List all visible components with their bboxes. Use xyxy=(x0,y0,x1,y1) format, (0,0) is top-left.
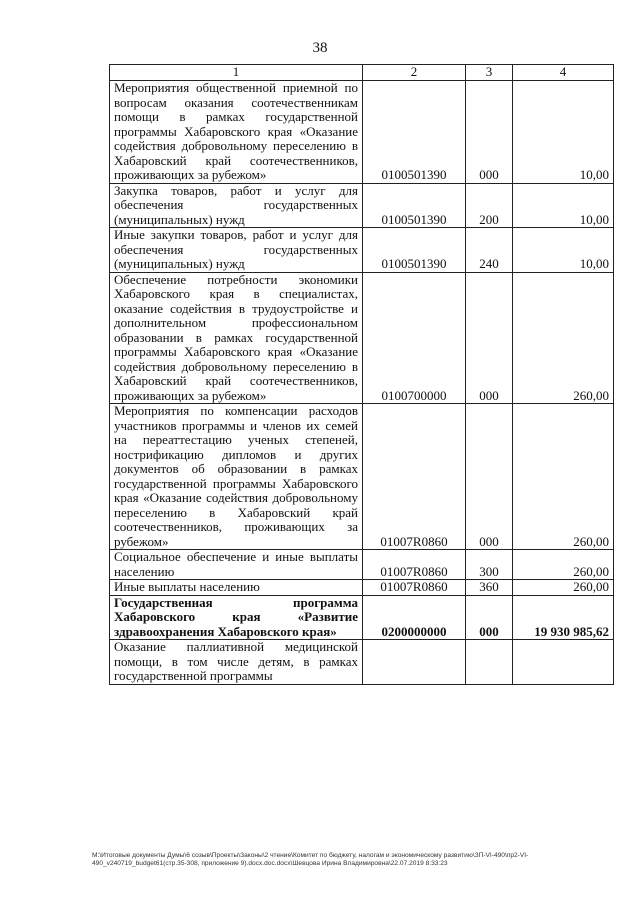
row-type-cell: 300 xyxy=(466,550,513,580)
row-type-cell: 200 xyxy=(466,183,513,228)
row-code-cell xyxy=(363,640,466,685)
row-type-cell: 240 xyxy=(466,228,513,273)
row-amount-cell: 260,00 xyxy=(513,272,614,404)
row-name-cell: Социальное обеспечение и иные выплаты населению xyxy=(110,550,363,580)
table-row xyxy=(110,183,614,228)
table-row xyxy=(110,81,614,184)
row-name-cell: Обеспечение потребности экономики Хабаровского края в специалистах, оказание содействия в трудоустройстве и дополнительном профессиональном образовании в рамках государственной программы Хабаровского края «Оказание содействия добровольному переселению в Хабаровский край соотечественников, проживающих за рубежом» xyxy=(110,272,363,404)
row-name-cell: Иные закупки товаров, работ и услуг для обеспечения государственных (муниципальных) нужд xyxy=(110,228,363,273)
row-type-cell: 360 xyxy=(466,580,513,596)
row-type-cell: 000 xyxy=(466,81,513,184)
table-header-row xyxy=(110,65,614,81)
budget-table xyxy=(109,64,614,685)
row-amount-cell: 19 930 985,62 xyxy=(513,595,614,640)
row-code-cell: 01007R0860 xyxy=(363,580,466,596)
row-name-cell: Оказание паллиативной медицинской помощи, в том числе детям, в рамках государственной программы xyxy=(110,640,363,685)
row-name-cell: Иные выплаты населению xyxy=(110,580,363,596)
row-name-cell: Закупка товаров, работ и услуг для обеспечения государственных (муниципальных) нужд xyxy=(110,183,363,228)
row-code-cell: 01007R0860 xyxy=(363,550,466,580)
row-amount-cell: 10,00 xyxy=(513,228,614,273)
row-amount-cell xyxy=(513,640,614,685)
table-row xyxy=(110,595,614,640)
row-type-cell: 000 xyxy=(466,595,513,640)
column-header-3: 3 xyxy=(466,65,513,81)
table-row xyxy=(110,404,614,550)
row-type-cell xyxy=(466,640,513,685)
column-header-2: 2 xyxy=(363,65,466,81)
row-code-cell: 01007R0860 xyxy=(363,404,466,550)
row-amount-cell: 10,00 xyxy=(513,183,614,228)
row-code-cell: 0100501390 xyxy=(363,81,466,184)
row-amount-cell: 260,00 xyxy=(513,580,614,596)
table-row xyxy=(110,580,614,596)
table-row xyxy=(110,550,614,580)
column-header-1: 1 xyxy=(110,65,363,81)
row-amount-cell: 10,00 xyxy=(513,81,614,184)
row-type-cell: 000 xyxy=(466,404,513,550)
row-name-cell: Государственная программа Хабаровского края «Развитие здравоохранения Хабаровского края» xyxy=(110,595,363,640)
row-amount-cell: 260,00 xyxy=(513,404,614,550)
table-row xyxy=(110,272,614,404)
row-code-cell: 0200000000 xyxy=(363,595,466,640)
row-type-cell: 000 xyxy=(466,272,513,404)
row-amount-cell: 260,00 xyxy=(513,550,614,580)
page-number: 38 xyxy=(312,40,328,56)
row-code-cell: 0100501390 xyxy=(363,183,466,228)
table-row xyxy=(110,228,614,273)
row-code-cell: 0100700000 xyxy=(363,272,466,404)
row-code-cell: 0100501390 xyxy=(363,228,466,273)
table-row xyxy=(110,640,614,685)
footer-file-path: М:\Итоговые документы Думы\6 созыв\Проекты\Законы\2 чтение\Комитет по бюджету, налогам и экономическому развитию\ЗП-VI-490\пр2-VI-490_v240719_budget61(стр.35-308, приложение 9).docx.doc.docx\Шевцова Ирина Владимировна\22.07.2019 8:33:23 xyxy=(92,852,529,867)
table-body xyxy=(110,81,614,685)
row-name-cell: Мероприятия по компенсации расходов участников программы и членов их семей на переаттестацию ученых степеней, нострификацию дипломов и других документов об образовании в рамках государственной программы Хабаровского края «Оказание содействия добровольному переселению в Хабаровский край соотечественников, проживающих за рубежом» xyxy=(110,404,363,550)
column-header-4: 4 xyxy=(513,65,614,81)
row-name-cell: Мероприятия общественной приемной по вопросам оказания соотечественникам помощи в рамках государственной программы Хабаровского края «Оказание содействия добровольному переселению в Хабаровский край соотечественников, проживающих за рубежом» xyxy=(110,81,363,184)
